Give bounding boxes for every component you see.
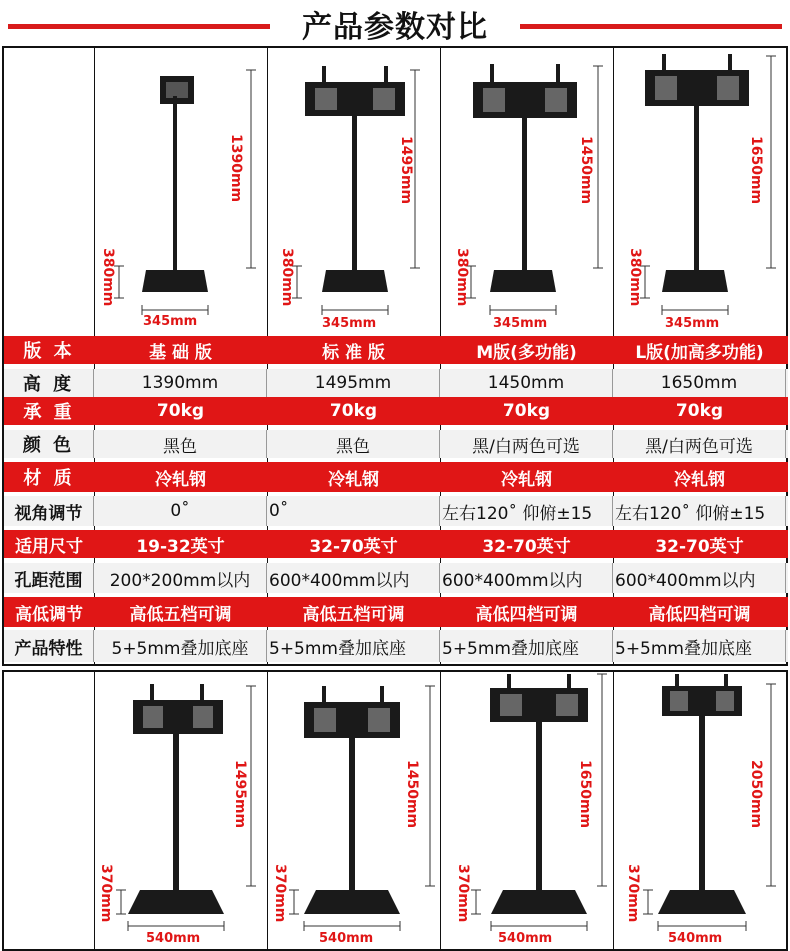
- base-dimension: 370mm: [98, 864, 114, 923]
- base-dimension: 380mm: [279, 248, 295, 307]
- spec-row: [4, 462, 788, 492]
- spec-cell: 0˚: [94, 496, 267, 526]
- height-dimension: 1495mm: [232, 760, 248, 829]
- spec-cell: 5+5mm叠加底座: [440, 630, 613, 662]
- spec-cell: 冷轧钢: [674, 469, 725, 490]
- spec-cell: 32-70英寸: [309, 536, 398, 557]
- height-dimension: 1450mm: [404, 760, 420, 829]
- spec-cell: 70kg: [502, 401, 551, 421]
- height-dimension: 1650mm: [577, 760, 593, 829]
- spec-row: [4, 430, 788, 458]
- spec-cell: 冷轧钢: [328, 469, 379, 490]
- spec-cell: 左右120˚ 仰俯±15: [613, 496, 786, 526]
- page-title: 产品参数对比: [302, 10, 488, 45]
- spec-cell: 600*400mm以内: [440, 563, 613, 593]
- spec-cell: 黑色: [267, 430, 440, 458]
- spec-row-label: 高 度: [4, 369, 94, 397]
- spec-cell: 基 础 版: [149, 342, 212, 363]
- spec-row-label: 孔距范围: [4, 563, 94, 593]
- spec-cell: 黑/白两色可选: [440, 430, 613, 458]
- top-stand-illustrations: [0, 0, 790, 340]
- spec-cell: 70kg: [156, 401, 205, 421]
- base-dimension: 370mm: [455, 864, 471, 923]
- spec-cell: 5+5mm叠加底座: [267, 630, 440, 662]
- spec-row-label: 产品特性: [4, 630, 94, 662]
- spec-cell: 32-70英寸: [482, 536, 571, 557]
- spec-cell: M版(多功能): [476, 342, 577, 363]
- spec-cell: L版(加高多功能): [635, 342, 764, 363]
- spec-row-label: 颜 色: [4, 430, 94, 458]
- height-dimension: 1495mm: [398, 136, 414, 205]
- height-dimension: 2050mm: [748, 760, 764, 829]
- height-dimension: 1450mm: [578, 136, 594, 205]
- base-dimension: 380mm: [454, 248, 470, 307]
- height-dimension: 1390mm: [228, 134, 244, 203]
- spec-cell: 600*400mm以内: [613, 563, 786, 593]
- spec-cell: 1495mm: [267, 369, 440, 397]
- base-dimension: 370mm: [272, 864, 288, 923]
- width-dimension: 345mm: [493, 316, 548, 331]
- spec-row-label: 适用尺寸: [15, 536, 83, 557]
- spec-row-label: 版 本: [23, 341, 75, 362]
- bottom-stand-illustrations: [0, 670, 790, 951]
- spec-cell: 黑色: [94, 430, 267, 458]
- spec-cell: 冷轧钢: [155, 469, 206, 490]
- spec-row: [4, 496, 788, 526]
- spec-cell: 600*400mm以内: [267, 563, 440, 593]
- spec-cell: 高低五档可调: [129, 604, 232, 625]
- width-dimension: 540mm: [146, 931, 201, 946]
- spec-row: [4, 397, 788, 425]
- spec-cell: 70kg: [329, 401, 378, 421]
- spec-cell: 高低五档可调: [302, 604, 405, 625]
- width-dimension: 540mm: [319, 931, 374, 946]
- width-dimension: 540mm: [668, 931, 723, 946]
- spec-row-label: 视角调节: [4, 496, 94, 526]
- spec-cell: 19-32英寸: [136, 536, 225, 557]
- spec-cell: 5+5mm叠加底座: [94, 630, 267, 662]
- spec-row: [4, 369, 788, 397]
- spec-cell: 1450mm: [440, 369, 613, 397]
- spec-cell: 左右120˚ 仰俯±15: [440, 496, 613, 526]
- spec-row: [4, 563, 788, 593]
- spec-cell: 5+5mm叠加底座: [613, 630, 786, 662]
- spec-cell: 1390mm: [94, 369, 267, 397]
- spec-cell: 0˚: [267, 496, 440, 526]
- spec-cell: 高低四档可调: [648, 604, 751, 625]
- spec-row: [4, 597, 788, 627]
- spec-row: [4, 530, 788, 558]
- base-dimension: 380mm: [100, 248, 116, 307]
- spec-cell: 标 准 版: [322, 342, 385, 363]
- spec-row-label: 高低调节: [15, 604, 83, 625]
- spec-cell: 冷轧钢: [501, 469, 552, 490]
- width-dimension: 345mm: [665, 316, 720, 331]
- spec-cell: 黑/白两色可选: [613, 430, 786, 458]
- spec-cell: 32-70英寸: [655, 536, 744, 557]
- base-dimension: 380mm: [627, 248, 643, 307]
- width-dimension: 345mm: [143, 314, 198, 329]
- spec-cell: 1650mm: [613, 369, 786, 397]
- spec-row: [4, 336, 788, 364]
- spec-row-label: 承 重: [23, 402, 75, 423]
- spec-row: [4, 630, 788, 662]
- spec-cell: 高低四档可调: [475, 604, 578, 625]
- spec-row-label: 材 质: [23, 468, 75, 489]
- width-dimension: 540mm: [498, 931, 553, 946]
- spec-cell: 70kg: [675, 401, 724, 421]
- spec-cell: 200*200mm以内: [94, 563, 267, 593]
- base-dimension: 370mm: [625, 864, 641, 923]
- height-dimension: 1650mm: [748, 136, 764, 205]
- width-dimension: 345mm: [322, 316, 377, 331]
